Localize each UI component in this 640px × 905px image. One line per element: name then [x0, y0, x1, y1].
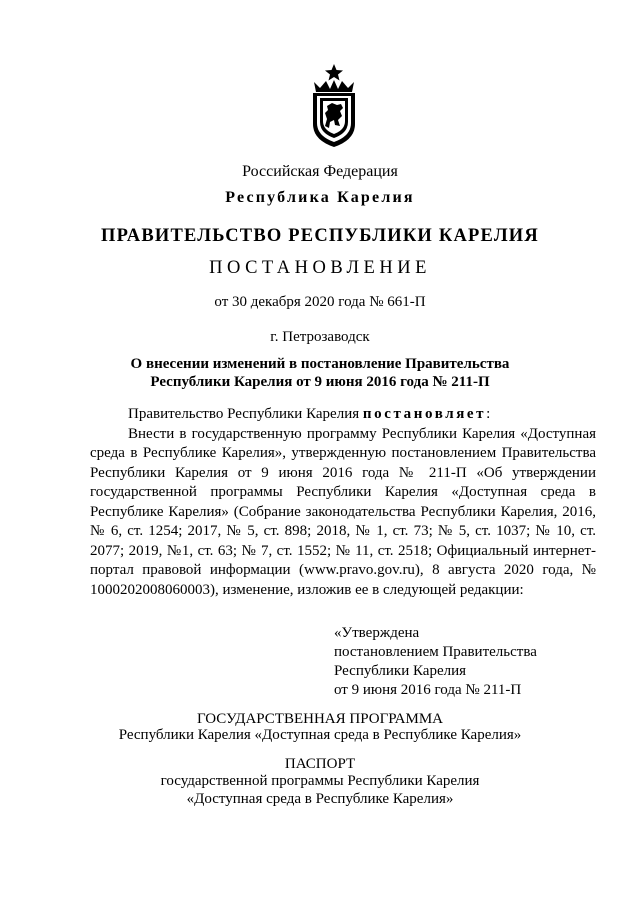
- approval-line-4: от 9 июня 2016 года № 211-П: [334, 682, 522, 698]
- program-subtitle: Республики Карелия «Доступная среда в Республике Карелия»: [118, 727, 522, 743]
- government-name: ПРАВИТЕЛЬСТВО РЕСПУБЛИКИ КАРЕЛИЯ: [101, 226, 539, 246]
- document-body: [90, 405, 596, 600]
- document-title-line-2: Республики Карелия от 9 июня 2016 года № 211-П: [150, 374, 490, 390]
- karelia-coat-of-arms-icon: [308, 62, 360, 148]
- document-date: от 30 декабря 2020 года № 661-П: [214, 294, 426, 310]
- intro-prefix: Правительство Республики Карелия: [128, 406, 363, 422]
- intro-decree-word: постановляет: [362, 406, 487, 422]
- document-title-line-1: О внесении изменений в постановление Правительства: [130, 356, 510, 372]
- approval-line-3: Республики Карелия: [334, 663, 467, 679]
- country-name: Российская Федерация: [242, 163, 398, 180]
- intro-suffix: :: [486, 406, 491, 422]
- passport-subtitle-1: государственной программы Республики Карелия: [160, 773, 480, 789]
- document-title: [0, 355, 640, 391]
- document-city: г. Петрозаводск: [270, 329, 370, 345]
- approval-block: [334, 624, 537, 700]
- document-type: ПОСТАНОВЛЕНИЕ: [209, 258, 431, 278]
- intro-paragraph: [90, 405, 596, 425]
- program-title: ГОСУДАРСТВЕННАЯ ПРОГРАММА: [196, 711, 444, 727]
- republic-name: Республика Карелия: [225, 189, 415, 206]
- approval-line-2: постановлением Правительства: [334, 644, 537, 660]
- approval-line-1: «Утверждена: [334, 625, 420, 641]
- passport-title: ПАСПОРТ: [284, 756, 356, 772]
- passport-subtitle-2: «Доступная среда в Республике Карелия»: [186, 791, 454, 807]
- main-paragraph: Внести в государственную программу Республики Карелия «Доступная среда в Республике Карелия», утвержденную постановлением Правительства Республики Карелия от 9 июня 2016 года № 211-П «Об утверждении государственной программы Республики Карелия «Доступная среда в Республике Карелия» (Собрание законодательства Республики Карелия, 2016, № 6, ст. 1254; 2017, № 5, ст. 898; 2018, № 1, ст. 73; № 5, ст. 1037; № 10, ст. 2077; 2019, №1, ст. 63; № 7, ст. 1552; № 11, ст. 2518; Официальный интернет-портал правовой информации (www.pravo.gov.ru), 8 августа 2020 года, № 1000202008060003), изменение, изложив ее в следующей редакции:: [90, 425, 596, 598]
